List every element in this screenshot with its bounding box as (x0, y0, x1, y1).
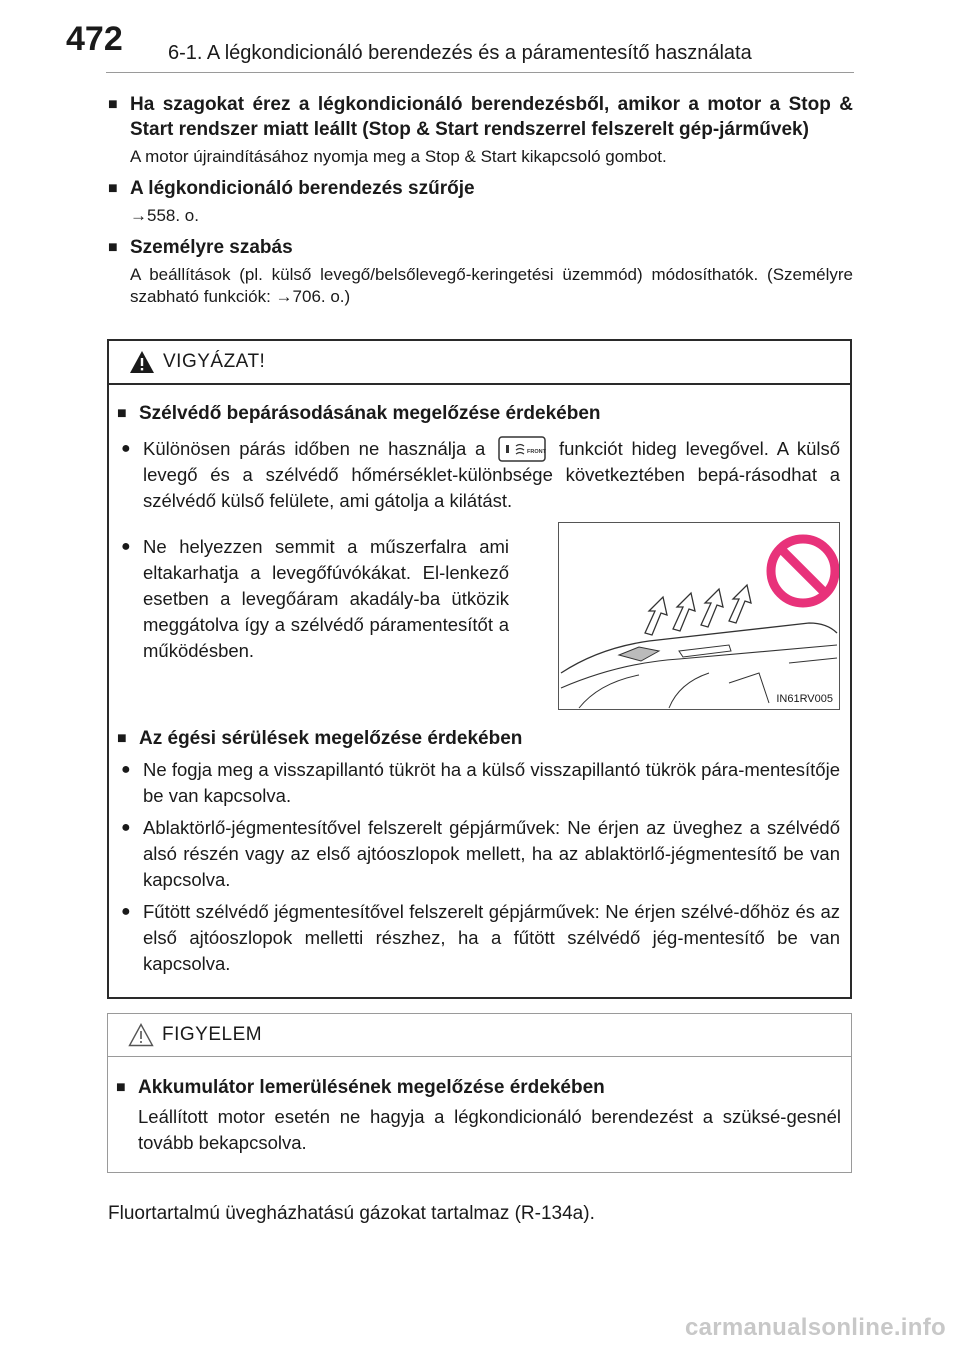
square-bullet-icon: ■ (108, 239, 118, 256)
circle-bullet-icon: ● (121, 538, 131, 555)
list-item (117, 534, 509, 710)
section-body: A motor újraindításához nyomja meg a Stop & Start kikapcsoló gombot. (130, 147, 667, 166)
notice-header (108, 1014, 851, 1057)
dashboard-illustration (558, 522, 840, 710)
caution-subheading: ■ Szélvédő bepárásodásának megelőzése érdekében (117, 403, 601, 424)
notice-body: Leállított motor esetén ne hagyja a légkondicionáló berendezést a szüksé-gesnél tovább bekapcsolva. (138, 1106, 841, 1153)
square-bullet-icon: ■ (108, 96, 118, 113)
bullet-text: Ablaktörlő-jégmentesítővel felszerelt gépjárművek: Ne érjen az üveghez a szélvédő alsó részén vagy az első ajtóoszlopok mellett, ha az ablaktörlő-jégmentesítő be van kapcsolva. (143, 817, 840, 890)
page-reference-link[interactable]: →558. o. (130, 206, 199, 225)
circle-bullet-icon: ● (121, 440, 131, 457)
square-bullet-icon: ■ (108, 180, 118, 197)
section-customization (108, 235, 853, 308)
caution-box (107, 339, 852, 999)
bullet-text: Ne fogja meg a visszapillantó tükröt ha a külső visszapillantó tükrök pára-mentesítője be van kapcsolva. (143, 759, 840, 806)
illustration-code: IN61RV005 (776, 693, 833, 705)
header-divider (106, 72, 854, 73)
square-bullet-icon: ■ (117, 405, 127, 422)
caution-label: VIGYÁZAT! (163, 351, 266, 372)
circle-bullet-icon: ● (121, 761, 131, 778)
list-item (117, 815, 840, 893)
prohibition-sign-icon (771, 539, 835, 603)
intro-sections (108, 92, 853, 316)
notice-triangle-icon (128, 1023, 154, 1047)
watermark: carmanualsonline.info (684, 1314, 946, 1341)
section-title: Ha szagokat érez a légkondicionáló berendezésből, amikor a motor a Stop & Start rendszer miatt leállt (Stop & Start rendszerrel felszerelt gép-járművek) (130, 94, 853, 140)
bullet-text: funkciót hideg levegővel. A külső levegő és a szélvédő hőmérséklet-különbsége következtében bepá-rásodhat a szélvédő külső felülete, ami gátolja a kilátást. (143, 438, 841, 511)
square-bullet-icon: ■ (117, 730, 127, 747)
section-filter (108, 176, 853, 227)
section-body: A beállítások (pl. külső levegő/belsőlevegő-keringetési üzemmód) módosíthatók. (Személyre szabható funkciók: →706. o.) (130, 265, 853, 306)
circle-bullet-icon: ● (121, 819, 131, 836)
list-item (117, 757, 840, 809)
caution-header (109, 341, 850, 385)
warning-triangle-icon (129, 350, 155, 374)
bullet-text: Ne helyezzen semmit a műszerfalra ami eltakarhatja a levegőfúvókákat. El-lenkező esetben a levegőáram akadály-ba ütközik meggátolva így a szélvédő páramentesítőt a működésben. (143, 536, 509, 661)
list-item (117, 436, 840, 514)
dashboard-vents-drawing (559, 523, 839, 709)
chapter-title: 6-1. A légkondicionáló berendezés és a páramentesítő használata (168, 42, 752, 64)
section-title: Személyre szabás (130, 237, 293, 258)
square-bullet-icon: ■ (116, 1079, 126, 1096)
page-number: 472 (66, 20, 123, 58)
list-item (117, 899, 840, 977)
caution-subheading: ■ Az égési sérülések megelőzése érdekében (117, 728, 523, 749)
notice-box (107, 1013, 852, 1173)
section-title: A légkondicionáló berendezés szűrője (130, 178, 475, 199)
circle-bullet-icon: ● (121, 903, 131, 920)
bullet-text: Fűtött szélvédő jégmentesítővel felszerelt gépjárművek: Ne érjen szélvé-dőhöz és az első ajtóoszlopok melletti részhez, ha a fűtött szélvédő jég-mentesítő be van kapcsolva. (143, 901, 840, 974)
bullet-with-illustration (117, 522, 840, 710)
front-button-label: FRONT (527, 449, 547, 455)
section-odor (108, 92, 853, 168)
footer-note: Fluortartalmú üvegházhatású gázokat tartalmaz (R-134a). (108, 1203, 595, 1224)
bullet-text: Különösen párás időben ne használja a (143, 438, 486, 459)
front-defroster-button-icon (498, 436, 546, 462)
notice-subheading: ■ Akkumulátor lemerülésének megelőzése érdekében (116, 1077, 605, 1098)
notice-label: FIGYELEM (162, 1024, 263, 1045)
